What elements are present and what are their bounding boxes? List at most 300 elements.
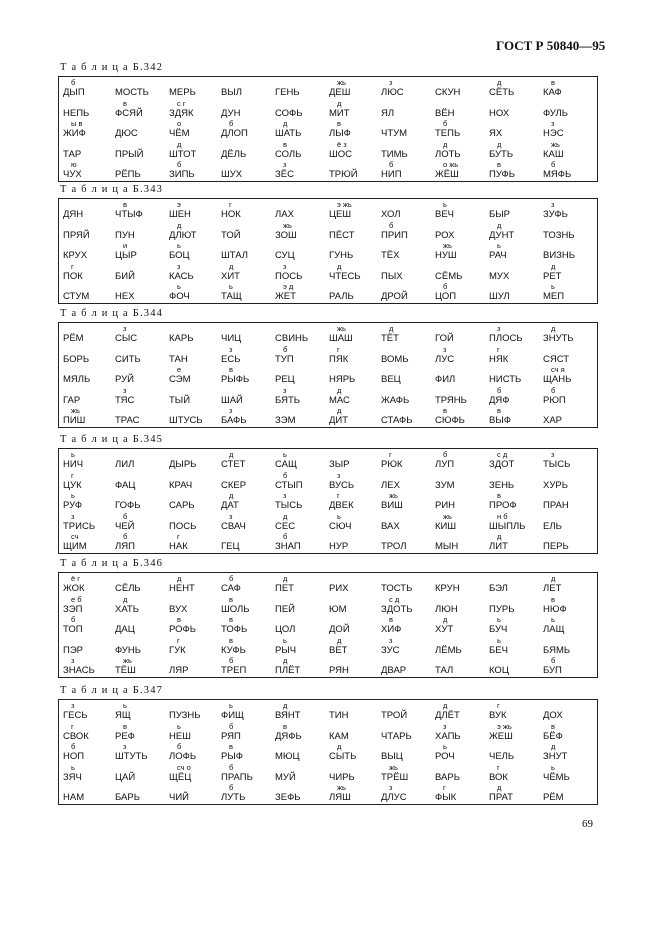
cell-word: ЦУК: [63, 479, 82, 491]
cell-word: БОЦ: [169, 250, 190, 261]
cell-word: ЧТЫФ: [115, 209, 143, 220]
table-caption: Т а б л и ц а Б.342: [60, 62, 164, 73]
table-cell: [329, 596, 381, 618]
cell-word: РОФЬ: [169, 624, 196, 635]
table-cell: [275, 325, 327, 347]
table-row: [59, 161, 597, 183]
cell-mark: в: [551, 78, 555, 87]
cell-word: ШУХ: [221, 169, 243, 180]
table-cell: [489, 242, 541, 264]
cell-mark: в: [497, 406, 501, 415]
cell-word: ЗДОТ: [489, 459, 515, 470]
table-cell: [221, 79, 273, 101]
table-cell: [169, 407, 221, 429]
cell-mark: з: [497, 324, 501, 333]
cell-mark: б: [229, 574, 234, 583]
cell-word: РЫФ: [221, 751, 243, 762]
cell-word: НИЧ: [63, 459, 84, 470]
cell-word: ХИТ: [221, 270, 240, 282]
cell-word: РЯП: [221, 730, 241, 742]
cell-word: ЛЕТ: [543, 583, 562, 594]
cell-mark: д: [337, 98, 342, 108]
table-cell: [169, 242, 221, 264]
cell-word: ЕЛЬ: [543, 520, 562, 532]
cell-word: НУШ: [435, 250, 457, 261]
cell-mark: в: [497, 160, 501, 169]
table-cell: [435, 325, 487, 347]
cell-word: ПЛЁТ: [275, 665, 301, 676]
page-number: 69: [582, 818, 593, 830]
table-cell: [63, 764, 115, 786]
table-row: [59, 283, 597, 305]
table-cell: [275, 366, 327, 388]
cell-word: ШАТЬ: [275, 128, 302, 139]
table-cell: [435, 161, 487, 183]
cell-mark: б: [551, 385, 556, 395]
table-cell: [329, 702, 381, 724]
cell-word: МАС: [329, 394, 350, 406]
cell-word: ДЛОП: [221, 128, 248, 139]
table-row: [59, 263, 597, 285]
table-cell: [275, 242, 327, 264]
table-row: [59, 141, 597, 163]
table-cell: [221, 616, 273, 638]
word-table: [58, 699, 598, 805]
cell-word: СЁЛЬ: [115, 583, 141, 594]
table-cell: [489, 346, 541, 368]
table-cell: [329, 637, 381, 659]
cell-word: БЭЛ: [489, 583, 508, 594]
cell-mark: и: [123, 241, 128, 250]
cell-word: ЦОП: [435, 291, 457, 302]
table-row: [59, 100, 597, 122]
cell-mark: ю: [71, 160, 77, 169]
table-cell: [543, 616, 595, 638]
cell-word: НЮФ: [543, 603, 567, 615]
table-cell: [543, 325, 595, 347]
table-cell: [63, 366, 115, 388]
cell-mark: ь: [497, 615, 501, 624]
cell-word: РЯН: [329, 665, 349, 676]
cell-mark: сч я: [551, 365, 565, 374]
table-cell: [63, 120, 115, 142]
cell-word: РОХ: [435, 229, 455, 241]
cell-word: ПЕРЬ: [543, 541, 569, 552]
cell-mark: г: [337, 491, 340, 500]
cell-word: ЕСЬ: [221, 353, 241, 365]
cell-word: ЧЁМЬ: [543, 771, 570, 783]
cell-word: ТОЙ: [221, 229, 241, 241]
table-cell: [169, 637, 221, 659]
cell-mark: в: [123, 98, 127, 108]
cell-mark: з: [283, 491, 287, 500]
cell-mark: з: [443, 344, 447, 354]
cell-word: БУТЬ: [489, 148, 514, 160]
table-cell: [381, 263, 433, 285]
table-cell: [169, 366, 221, 388]
table-row: [59, 784, 597, 806]
cell-mark: г: [71, 261, 74, 271]
cell-word: ТИМЬ: [381, 148, 408, 160]
table-cell: [115, 451, 167, 473]
table-cell: [221, 222, 273, 244]
cell-word: ДАЦ: [115, 624, 135, 635]
cell-word: ХАПЬ: [435, 730, 461, 742]
cell-word: БЯМЬ: [543, 644, 571, 656]
cell-word: ЯЛ: [381, 107, 395, 119]
table-cell: [489, 637, 541, 659]
cell-word: СТЕТ: [221, 459, 246, 470]
cell-word: КАШ: [543, 148, 564, 160]
cell-word: ЛЯП: [115, 541, 135, 552]
cell-mark: г: [229, 200, 232, 209]
table-cell: [169, 387, 221, 409]
cell-mark: з: [389, 783, 393, 792]
cell-word: ТЫСЬ: [543, 459, 571, 470]
table-cell: [275, 596, 327, 618]
cell-word: СЁМЬ: [435, 270, 463, 282]
table-cell: [329, 201, 381, 223]
cell-word: ПРАТ: [489, 792, 513, 803]
cell-mark: ь: [551, 615, 555, 624]
cell-mark: з: [123, 385, 127, 395]
cell-mark: в: [229, 615, 233, 624]
cell-word: СЯСТ: [543, 353, 570, 365]
table-cell: [543, 79, 595, 101]
cell-mark: б: [389, 220, 394, 230]
cell-word: СЕС: [275, 520, 296, 532]
cell-word: БЯТЬ: [275, 394, 301, 406]
cell-word: ТРАС: [115, 415, 140, 426]
table-cell: [63, 407, 115, 429]
cell-mark: з: [443, 721, 447, 731]
cell-word: ЛАХ: [275, 209, 294, 220]
cell-word: ЗНАП: [275, 541, 301, 552]
cell-word: МУХ: [489, 270, 510, 282]
cell-mark: жь: [337, 78, 346, 87]
cell-word: НЯРЬ: [329, 374, 356, 385]
table-cell: [435, 743, 487, 765]
cell-word: ПОСЬ: [275, 270, 303, 282]
cell-mark: ь: [71, 762, 75, 772]
page-header: ГОСТ Р 50840—95: [496, 38, 606, 53]
cell-word: ЗДЯК: [169, 107, 194, 119]
cell-word: ЧИРЬ: [329, 771, 355, 783]
cell-mark: д: [283, 656, 288, 665]
cell-mark: с г: [177, 98, 186, 108]
table-cell: [489, 492, 541, 514]
table-cell: [329, 657, 381, 679]
table-cell: [275, 492, 327, 514]
cell-mark: б: [177, 160, 182, 169]
cell-mark: д: [497, 139, 502, 149]
cell-word: БУП: [543, 665, 562, 676]
table-cell: [275, 575, 327, 597]
cell-mark: б: [229, 656, 234, 665]
table-cell: [329, 575, 381, 597]
cell-word: РЁПЬ: [115, 169, 141, 180]
table-cell: [543, 575, 595, 597]
cell-word: СЮФЬ: [435, 415, 465, 426]
table-cell: [381, 407, 433, 429]
cell-mark: э д: [283, 282, 294, 291]
cell-word: БЕЧ: [489, 644, 508, 656]
table-cell: [63, 702, 115, 724]
cell-word: МЯЛЬ: [63, 374, 91, 385]
cell-word: РЕФ: [115, 730, 135, 742]
table-cell: [381, 451, 433, 473]
table-cell: [381, 575, 433, 597]
table-cell: [115, 616, 167, 638]
table-cell: [543, 513, 595, 535]
cell-mark: з: [71, 511, 75, 521]
cell-word: ПРЫЙ: [115, 148, 144, 160]
cell-mark: з: [229, 344, 233, 354]
cell-mark: жь: [337, 324, 346, 333]
cell-mark: в: [337, 119, 341, 128]
cell-mark: сч о: [177, 762, 191, 772]
cell-mark: з: [71, 701, 75, 710]
cell-word: ЗЭМ: [275, 415, 296, 426]
cell-word: САРЬ: [169, 500, 195, 511]
table-cell: [543, 283, 595, 305]
cell-word: ЗУМ: [435, 479, 455, 491]
cell-word: ВЯНТ: [275, 710, 301, 721]
cell-word: ШТУТЬ: [115, 751, 148, 762]
table-cell: [543, 472, 595, 494]
cell-word: ЗЭП: [63, 603, 83, 615]
table-row: [59, 575, 597, 597]
table-cell: [435, 407, 487, 429]
cell-mark: з: [229, 511, 233, 521]
cell-mark: с д: [497, 450, 508, 459]
cell-word: СИТЬ: [115, 353, 141, 365]
cell-mark: в: [229, 742, 233, 751]
table-cell: [489, 723, 541, 745]
table-cell: [275, 723, 327, 745]
cell-mark: в: [283, 721, 287, 731]
table-cell: [169, 657, 221, 679]
table-row: [59, 79, 597, 101]
cell-word: РЫЧ: [275, 644, 297, 656]
table-cell: [543, 702, 595, 724]
table-cell: [169, 451, 221, 473]
table-cell: [329, 283, 381, 305]
cell-mark: г: [71, 470, 74, 480]
table-row: [59, 637, 597, 659]
table-cell: [115, 575, 167, 597]
cell-word: ТРЁШ: [381, 771, 409, 783]
cell-word: КАФ: [543, 87, 562, 98]
table-cell: [63, 79, 115, 101]
cell-word: НИП: [381, 169, 402, 180]
table-cell: [115, 784, 167, 806]
cell-word: НИСТЬ: [489, 374, 522, 385]
table-cell: [381, 222, 433, 244]
table-row: [59, 764, 597, 786]
cell-word: СТЫП: [275, 479, 303, 491]
table-cell: [221, 784, 273, 806]
table-cell: [169, 161, 221, 183]
table-row: [59, 702, 597, 724]
cell-mark: д: [337, 385, 342, 395]
cell-mark: б: [123, 511, 128, 521]
cell-word: КАРЬ: [169, 333, 194, 344]
cell-mark: д: [229, 491, 234, 500]
cell-word: ПУН: [115, 229, 135, 241]
cell-mark: э: [177, 200, 181, 209]
cell-word: ЛУС: [435, 353, 455, 365]
cell-word: НАК: [169, 541, 188, 552]
cell-mark: д: [497, 532, 502, 541]
table-cell: [543, 533, 595, 555]
table-cell: [381, 242, 433, 264]
table-cell: [329, 784, 381, 806]
cell-mark: жь: [389, 762, 398, 772]
table-cell: [169, 120, 221, 142]
table-cell: [489, 120, 541, 142]
cell-mark: ы в: [71, 119, 83, 128]
table-cell: [329, 451, 381, 473]
table-cell: [329, 346, 381, 368]
cell-word: ДЕШ: [329, 87, 351, 98]
cell-mark: г: [337, 344, 340, 354]
cell-mark: д: [443, 139, 448, 149]
cell-mark: б: [71, 742, 76, 751]
cell-word: СОФЬ: [275, 107, 303, 119]
cell-word: ВЫЦ: [381, 751, 403, 762]
cell-mark: д: [389, 324, 394, 333]
cell-word: ТОСТЬ: [381, 583, 413, 594]
cell-word: ЛЯР: [169, 665, 189, 676]
cell-mark: б: [71, 78, 76, 87]
cell-mark: ь: [123, 701, 127, 710]
cell-word: ТРЕП: [221, 665, 247, 676]
table-cell: [63, 451, 115, 473]
table-cell: [543, 657, 595, 679]
cell-word: ЗЕФЬ: [275, 792, 301, 803]
cell-word: ШУЛ: [489, 291, 510, 302]
cell-mark: ь: [71, 450, 75, 459]
table-cell: [329, 492, 381, 514]
cell-word: ТИН: [329, 710, 349, 721]
cell-word: ТОФЬ: [221, 624, 248, 635]
cell-word: МЕП: [543, 291, 565, 302]
cell-word: ФУНЬ: [115, 644, 141, 656]
cell-word: РЫФЬ: [221, 374, 250, 385]
cell-word: РИН: [435, 500, 456, 511]
cell-word: ЗНУТ: [543, 751, 568, 762]
cell-word: КИШ: [435, 520, 457, 532]
table-cell: [435, 472, 487, 494]
cell-word: ВУК: [489, 710, 507, 721]
cell-word: ПЛОСЬ: [489, 333, 523, 344]
cell-mark: д: [443, 701, 448, 710]
table-cell: [381, 79, 433, 101]
cell-word: ВЫЛ: [221, 87, 242, 98]
cell-word: СУЦ: [275, 250, 295, 261]
word-table: [58, 198, 598, 304]
cell-word: ЛАЩ: [543, 624, 565, 635]
cell-word: СЫС: [115, 333, 138, 344]
cell-word: ШТАЛ: [221, 250, 248, 261]
cell-word: ЛУП: [435, 459, 455, 470]
cell-word: ДИТ: [329, 415, 349, 426]
cell-word: ЗЯЧ: [63, 771, 82, 783]
table-cell: [221, 201, 273, 223]
cell-word: БЁФ: [543, 730, 563, 742]
cell-word: ТАР: [63, 148, 82, 160]
cell-mark: з: [283, 261, 287, 271]
cell-word: ТЕПЬ: [435, 128, 461, 139]
cell-word: ШОС: [329, 148, 352, 160]
cell-word: ПРАПЬ: [221, 771, 253, 783]
cell-word: ЛОФЬ: [169, 751, 197, 762]
table-cell: [275, 616, 327, 638]
cell-mark: жь: [443, 241, 452, 250]
cell-word: ВЫФ: [489, 415, 511, 426]
table-cell: [381, 120, 433, 142]
table-cell: [221, 161, 273, 183]
cell-word: ФСЯЙ: [115, 107, 143, 119]
cell-mark: д: [443, 615, 448, 624]
table-cell: [543, 120, 595, 142]
cell-mark: г: [177, 635, 180, 645]
cell-mark: ь: [177, 241, 181, 250]
table-cell: [115, 657, 167, 679]
table-cell: [221, 283, 273, 305]
table-cell: [489, 702, 541, 724]
cell-mark: б: [497, 385, 502, 395]
cell-mark: о: [177, 119, 182, 128]
table-cell: [115, 407, 167, 429]
table-cell: [489, 201, 541, 223]
table-cell: [63, 743, 115, 765]
cell-word: ДАТ: [221, 500, 239, 511]
cell-word: РЁМ: [543, 792, 564, 803]
cell-word: ЧУХ: [63, 169, 82, 180]
cell-mark: г: [389, 450, 392, 459]
cell-word: САФ: [221, 583, 241, 594]
table-cell: [115, 764, 167, 786]
cell-word: ВОК: [489, 771, 508, 783]
cell-word: СЁТЬ: [489, 87, 515, 98]
cell-mark: ь: [551, 762, 555, 772]
cell-word: ГЕЦ: [221, 541, 240, 552]
cell-mark: д: [551, 742, 556, 751]
cell-word: ВЕЦ: [381, 374, 401, 385]
table-cell: [221, 242, 273, 264]
cell-word: ЖЁШ: [435, 169, 459, 180]
cell-word: ШТУСЬ: [169, 415, 203, 426]
cell-word: МИТ: [329, 107, 350, 119]
table-cell: [115, 596, 167, 618]
cell-word: ДРОЙ: [381, 291, 408, 302]
cell-mark: жь: [389, 491, 398, 500]
cell-word: ДЯФЬ: [275, 730, 302, 742]
cell-word: ТЁТ: [381, 333, 399, 344]
cell-word: ЛЮН: [435, 603, 458, 615]
cell-word: ЗЁС: [275, 169, 294, 180]
table-cell: [543, 407, 595, 429]
table-cell: [435, 79, 487, 101]
cell-mark: г: [443, 783, 446, 792]
table-cell: [221, 141, 273, 163]
table-cell: [63, 325, 115, 347]
cell-word: ТЁХ: [381, 250, 400, 261]
cell-word: ТЫЙ: [169, 394, 191, 406]
table-row: [59, 366, 597, 388]
